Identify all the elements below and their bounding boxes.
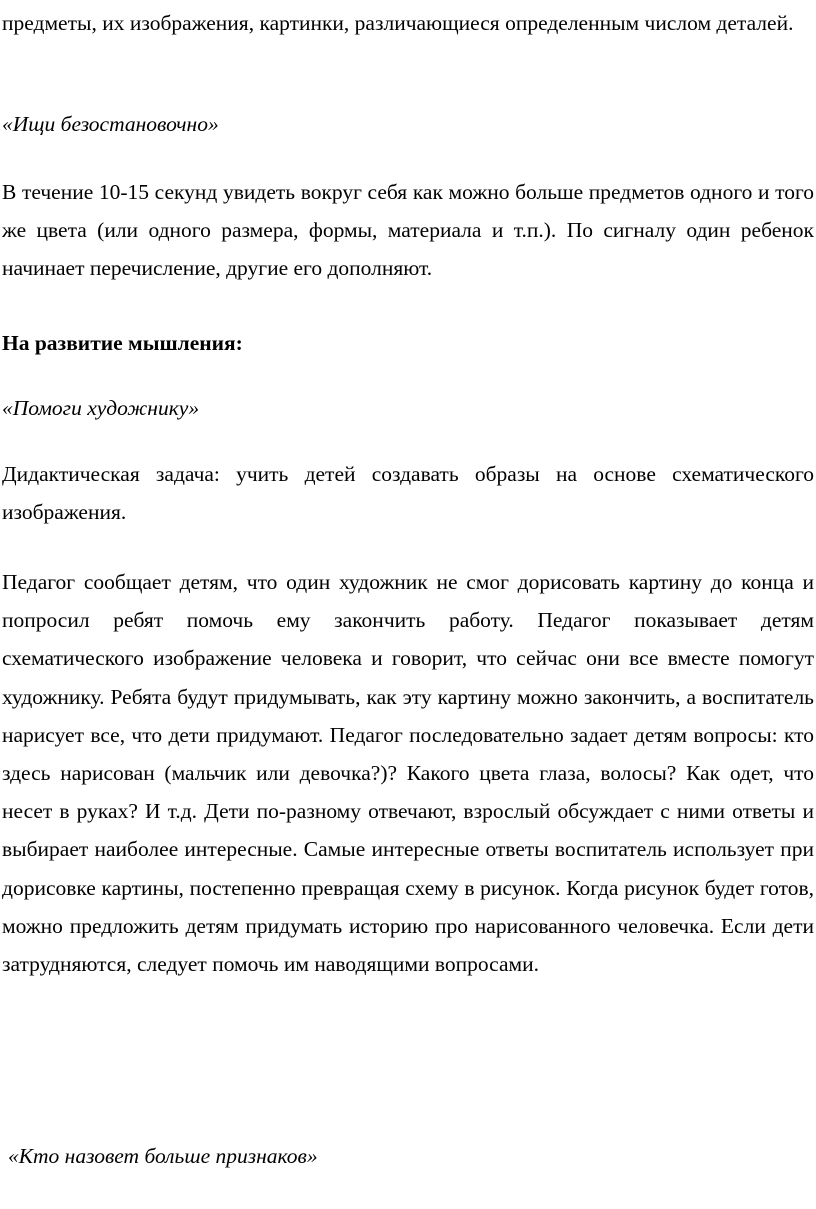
paragraph-search-nonstop-description: В течение 10-15 секунд увидеть вокруг себя как можно больше предметов одного и того же цвета (или одного размера, формы, материала и т.п.). По сигналу один ребенок начинает перечисление, другие его дополняют. [2,180,814,281]
section-title-thinking-development: На развитие мышления: [2,331,243,355]
game-title-help-artist: «Помоги художнику» [2,396,200,420]
game-title-who-names-more-features: «Кто назовет больше признаков» [8,1144,318,1168]
paragraph-intro-continuation: предметы, их изображения, картинки, различающиеся определенным числом деталей. [2,11,794,35]
paragraph-help-artist-description: Педагог сообщает детям, что один художник не смог дорисовать картину до конца и попросил ребят помочь ему закончить работу. Педагог показывает детям схематического изображение человека и говорит, что сейчас они все вместе помогут художнику. Ребята будут придумывать, как эту картину можно закончить, а воспитатель нарисует все, что дети придумают. Педагог последовательно задает детям вопросы: кто здесь нарисован (мальчик или девочка?)? Какого цвета глаза, волосы? Как одет, что несет в руках? И т.д. Дети по-разному отвечают, взрослый обсуждает с ними ответы и выбирает наиболее интересные. Самые интересные ответы воспитатель использует при дорисовке картины, постепенно превращая схему в рисунок. Когда рисунок будет готов, можно предложить детям придумать историю про нарисованного человечка. Если дети затрудняются, следует помочь им наводящими вопросами. [2,570,814,977]
game-title-search-nonstop: «Ищи безостановочно» [2,112,219,136]
paragraph-didactic-task: Дидактическая задача: учить детей создавать образы на основе схематического изображения. [2,462,814,525]
